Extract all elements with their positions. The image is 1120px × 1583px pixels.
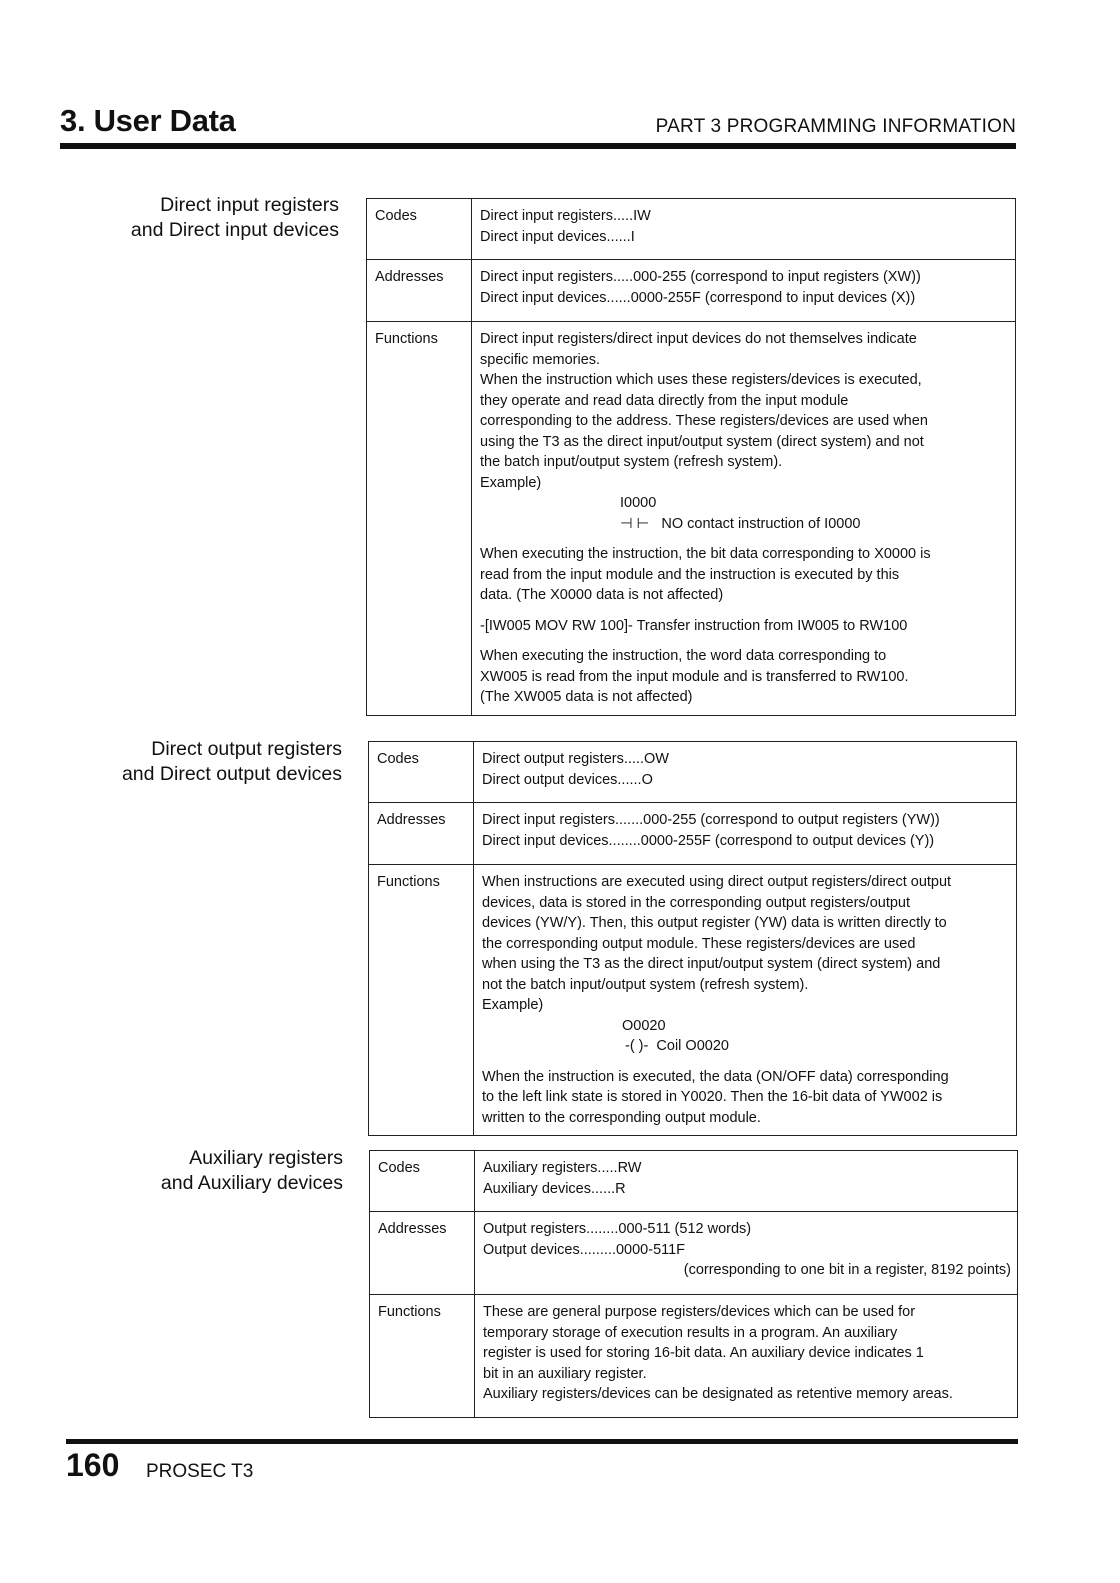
- row-key-functions: Functions: [370, 1295, 475, 1418]
- example-address: I0000: [620, 495, 657, 511]
- table-row: [369, 742, 1017, 803]
- product-name: PROSEC T3: [146, 1461, 254, 1482]
- row-key-functions: Functions: [369, 865, 474, 1136]
- coil-symbol: -( )-: [625, 1038, 649, 1054]
- row-key-addresses: Addresses: [369, 803, 474, 865]
- table-row: [367, 260, 1016, 322]
- row-value-functions: When instructions are executed using direct output registers/direct output devices, data is stored in the corresponding output registers/output devices (YW/Y). Then, this output register (YW) data is written directly to the corresponding output module. These registers/devices are used when using the T3 as the direct input/output system (direct system) and not the batch input/output system (refresh system). Example) O0020 -( )- Coil O0020 When the instruction is executed, the data (ON/OFF data) corresponding to the left link state is stored in Y0020. Then the 16-bit data of YW002 is written to the corresponding output module.: [474, 865, 1017, 1136]
- table-row: [367, 199, 1016, 260]
- direct-input-table: [366, 198, 1016, 716]
- direct-output-table: [368, 741, 1017, 1136]
- contact-symbol: ⊣ ⊢: [620, 515, 650, 532]
- example-label: Example): [480, 474, 542, 491]
- footer-rule: [66, 1439, 1018, 1444]
- table-row: [367, 322, 1016, 716]
- part-heading: PART 3 PROGRAMMING INFORMATION: [655, 116, 1016, 137]
- table-row: [370, 1151, 1018, 1212]
- row-key-codes: Codes: [367, 199, 472, 260]
- table-row: [369, 803, 1017, 865]
- row-key-codes: Codes: [369, 742, 474, 803]
- coil-description: Coil O0020: [656, 1038, 729, 1054]
- page-title: 3. User Data: [60, 103, 236, 138]
- row-key-addresses: Addresses: [367, 260, 472, 322]
- ladder-example-contact: [480, 514, 1009, 535]
- section-label-direct-output: Direct output registers and Direct output devices: [121, 738, 342, 785]
- row-value-addresses: Output registers........000-511 (512 words) Output devices.........0000-511F (corresponding to one bit in a register, 8192 points): [475, 1212, 1018, 1295]
- contact-description: NO contact instruction of I0000: [661, 515, 861, 532]
- header-rule: [60, 143, 1016, 149]
- auxiliary-table: [369, 1150, 1018, 1418]
- row-key-codes: Codes: [370, 1151, 475, 1212]
- ladder-example-coil: [482, 1036, 1010, 1057]
- row-value-codes: Auxiliary registers.....RW Auxiliary devices......R: [475, 1151, 1018, 1212]
- table-row: [369, 865, 1017, 1136]
- section-label-auxiliary: Auxiliary registers and Auxiliary devices: [160, 1147, 343, 1194]
- row-value-codes: Direct output registers.....OW Direct output devices......O: [474, 742, 1017, 803]
- row-value-addresses: Direct input registers.......000-255 (correspond to output registers (YW)) Direct input devices........0000-255F (correspond to output devices (Y)): [474, 803, 1017, 865]
- row-value-functions: These are general purpose registers/devices which can be used for temporary storage of execution results in a program. An auxiliary register is used for storing 16-bit data. An auxiliary device indicates 1 bit in an auxiliary register. Auxiliary registers/devices can be designated as retentive memory areas.: [475, 1295, 1018, 1418]
- example-address: O0020: [622, 1017, 666, 1034]
- row-value-addresses: Direct input registers.....000-255 (correspond to input registers (XW)) Direct input devices......0000-255F (correspond to input devices (X)): [472, 260, 1016, 322]
- row-key-functions: Functions: [367, 322, 472, 716]
- row-value-functions: Direct input registers/direct input devices do not themselves indicate specific memories. When the instruction which uses these registers/devices is executed, they operate and read data directly from the input module corresponding to the address. These registers/devices are used when using the T3 as the direct input/output system (direct system) and not the batch input/output system (refresh system). Example) I0000 ⊣ ⊢ NO contact instruction of I0000 When executing the instruction, the bit data corresponding to X0000 is read from the input module and the instruction is executed by this data. (The X0000 data is not affected) -[IW005 MOV RW 100]- Transfer instruction from IW005 to RW100 When executing the instruction, the word data corresponding to XW005 is read from the input module and is transferred to RW100. (The XW005 data is not affected): [472, 322, 1016, 716]
- transfer-instruction: -[IW005 MOV RW 100]- Transfer instruction from IW005 to RW100: [480, 617, 908, 634]
- row-key-addresses: Addresses: [370, 1212, 475, 1295]
- table-row: [370, 1212, 1018, 1295]
- row-value-codes: Direct input registers.....IW Direct input devices......I: [472, 199, 1016, 260]
- section-label-direct-input: Direct input registers and Direct input devices: [130, 194, 339, 241]
- page-number: 160: [66, 1447, 120, 1483]
- example-label: Example): [482, 997, 544, 1013]
- table-row: [370, 1295, 1018, 1418]
